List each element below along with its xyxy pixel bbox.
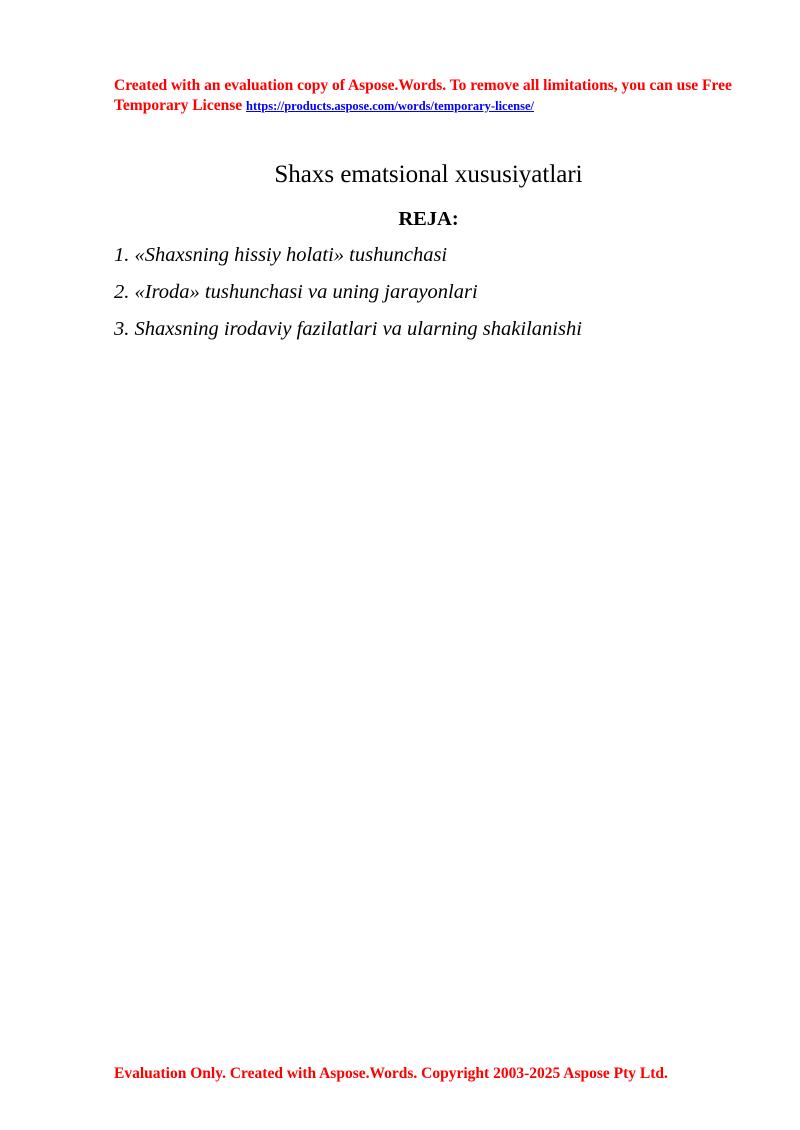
evaluation-header — [114, 76, 754, 116]
temporary-license-link[interactable]: https://products.aspose.com/words/temporary-license/ — [246, 99, 534, 113]
evaluation-footer: Evaluation Only. Created with Aspose.Words. Copyright 2003-2025 Aspose Pty Ltd. — [114, 1065, 668, 1082]
document-title: Shaxs ematsional xususiyatlari — [274, 161, 583, 188]
plan-item: 1. «Shaxsning hissiy holati» tushunchasi — [114, 244, 448, 266]
plan-item: 3. Shaxsning irodaviy fazilatlari va ularning shakilanishi — [114, 318, 582, 340]
plan-list — [114, 241, 774, 352]
evaluation-header-text: Created with an evaluation copy of Aspose.Words. To remove all limitations, you can use Free Temporary License — [114, 77, 732, 114]
plan-heading: REJA: — [398, 208, 459, 230]
plan-item: 2. «Iroda» tushunchasi va uning jarayonlari — [114, 281, 478, 303]
